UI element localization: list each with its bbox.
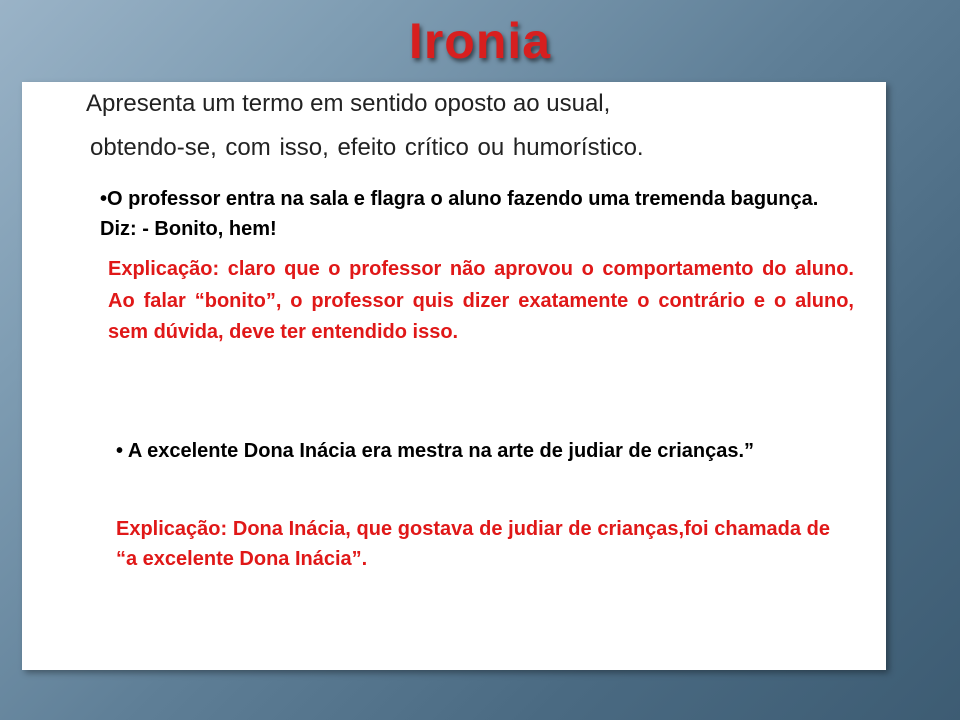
example-2-text: • A excelente Dona Inácia era mestra na arte de judiar de crianças.”	[116, 440, 755, 462]
intro-line-1: Apresenta um termo em sentido oposto ao usual,	[86, 90, 611, 117]
example-1-text: •O professor entra na sala e flagra o aluno fazendo uma tremenda bagunça. Diz: - Bonito, hem!	[100, 188, 819, 240]
example-2-explanation: Explicação: Dona Inácia, que gostava de judiar de crianças,foi chamada de “a excelente Dona Inácia”.	[116, 518, 830, 570]
intro-line-2: obtendo-se, com isso, efeito crítico ou humorístico.	[90, 134, 644, 161]
example-1-explanation: Explicação: claro que o professor não aprovou o comportamento do aluno. Ao falar “bonito”, o professor quis dizer exatamente o contrário e o aluno, sem dúvida, deve ter entendido isso.	[108, 258, 854, 343]
content-box	[22, 82, 886, 670]
slide-title: Ironia	[408, 13, 552, 69]
